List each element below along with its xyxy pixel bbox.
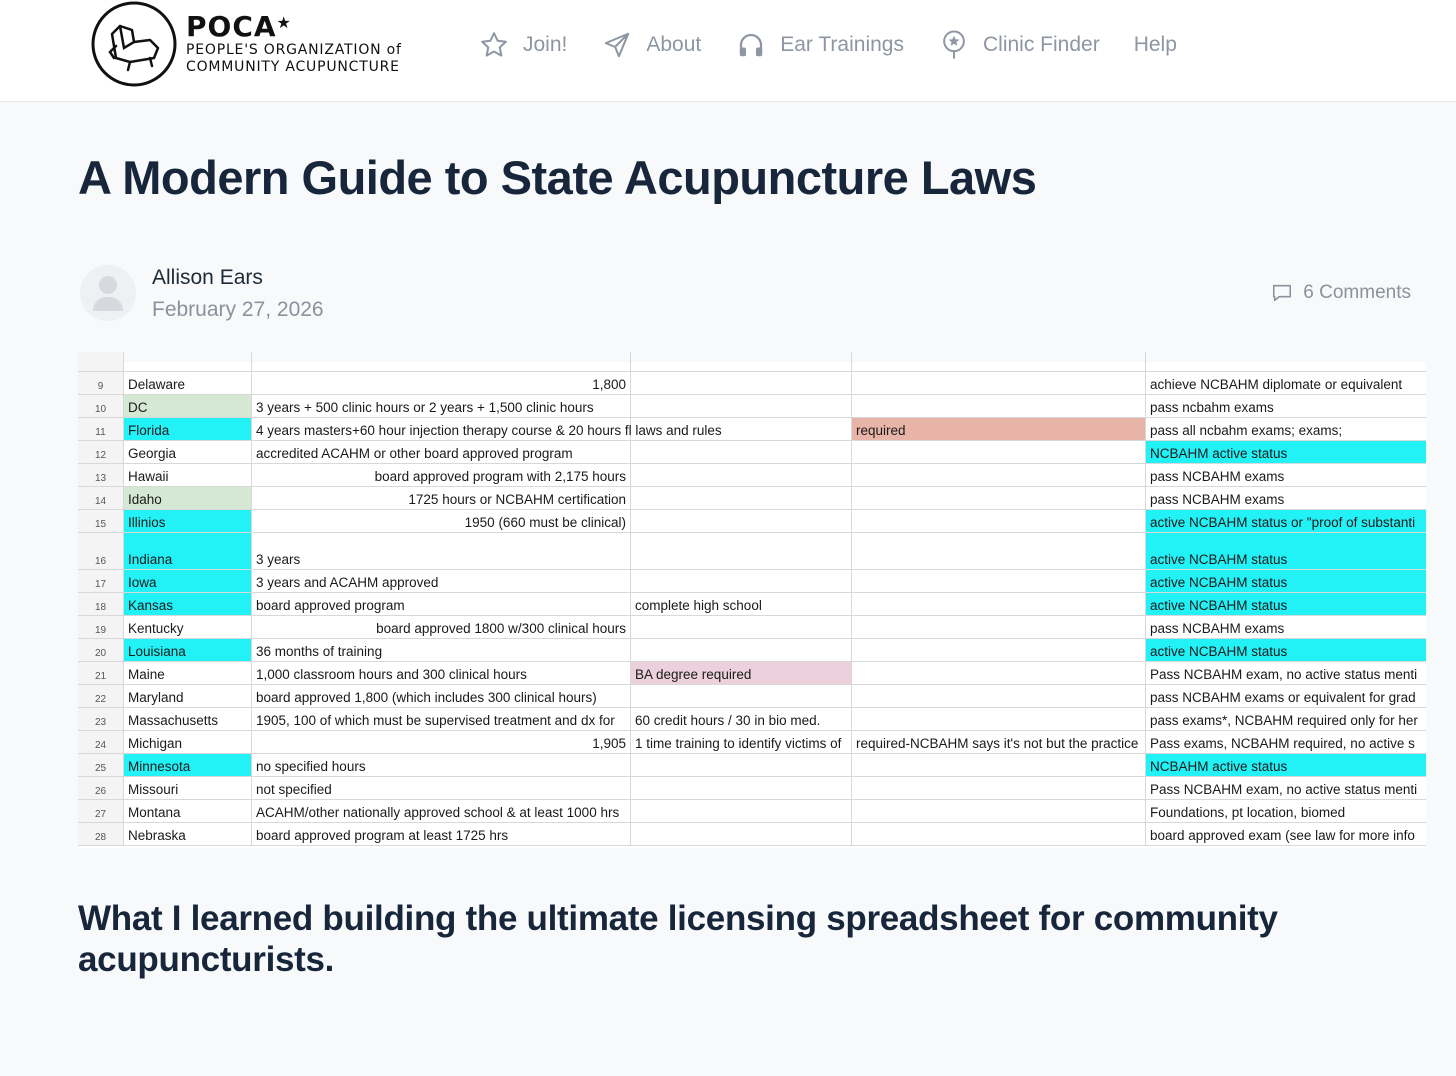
requirement-cell: [631, 616, 852, 638]
note-cell: [852, 685, 1146, 707]
exam-cell: pass ncbahm exams: [1150, 400, 1274, 415]
hours-cell: board approved program at least 1725 hrs: [252, 823, 631, 845]
nav-join[interactable]: [478, 29, 567, 61]
hours-cell: board approved program with 2,175 hours: [252, 464, 631, 486]
logo-text: [186, 12, 402, 76]
article-subtitle: What I learned building the ultimate licensing spreadsheet for community acupuncturists.: [78, 899, 1278, 979]
requirement-cell: [631, 372, 852, 394]
nav-label: About: [646, 33, 702, 56]
logo-tagline-1: PEOPLE'S ORGANIZATION of: [186, 42, 402, 58]
row-number: 10: [78, 395, 124, 417]
note-cell: [852, 800, 1146, 822]
row-number: 17: [78, 570, 124, 592]
logo-tagline-2: COMMUNITY ACUPUNCTURE: [186, 59, 400, 75]
spreadsheet-image: [78, 362, 1426, 848]
note-cell: [852, 823, 1146, 845]
map-pin-icon: [938, 29, 970, 61]
hours-cell: 36 months of training: [252, 639, 631, 661]
row-number: 25: [78, 754, 124, 776]
note-cell: [852, 593, 1146, 615]
requirement-cell: BA degree required: [631, 662, 852, 684]
state-cell: DC: [124, 395, 252, 417]
requirement-cell: [631, 352, 852, 371]
hours-cell: 3 years + 500 clinic hours or 2 years + 1,500 clinic hours: [252, 395, 631, 417]
sheet-row: [78, 510, 1426, 533]
nav-label: Clinic Finder: [982, 33, 1100, 56]
requirement-cell: 60 credit hours / 30 in bio med.: [631, 708, 852, 730]
recliner-chair-icon: [90, 0, 178, 88]
paper-plane-icon: [601, 29, 633, 61]
hours-cell: accredited ACAHM or other board approved program: [252, 441, 631, 463]
exam-cell: active NCBAHM status or "proof of substanti: [1146, 510, 1426, 532]
sheet-row: [78, 708, 1426, 731]
state-cell: Georgia: [124, 441, 252, 463]
nav-label: Ear Trainings: [780, 33, 904, 56]
note-cell: [852, 777, 1146, 799]
state-cell: [124, 352, 252, 371]
state-cell: Florida: [124, 418, 252, 440]
state-cell: Kansas: [124, 593, 252, 615]
comments-count: 6 Comments: [1303, 282, 1411, 303]
requirement-cell: [631, 510, 852, 532]
hours-cell: board approved 1,800 (which includes 300 clinical hours): [252, 685, 631, 707]
hours-cell: not specified: [252, 777, 631, 799]
note-cell: [852, 510, 1146, 532]
exam-cell: pass NCBAHM exams: [1150, 492, 1285, 507]
requirement-cell: [631, 685, 852, 707]
nav-ear-trainings[interactable]: [735, 29, 904, 61]
sheet-row: [78, 487, 1426, 510]
sheet-row: [78, 372, 1426, 395]
sheet-row: [78, 418, 1426, 441]
nav-about[interactable]: [601, 29, 701, 61]
exam-cell: active NCBAHM status: [1146, 570, 1426, 592]
note-cell: [852, 441, 1146, 463]
note-cell: [852, 570, 1146, 592]
sheet-row: [78, 570, 1426, 593]
avatar[interactable]: [80, 265, 136, 321]
hours-cell: 1,000 classroom hours and 300 clinical hours: [252, 662, 631, 684]
nav-help[interactable]: [1134, 33, 1177, 57]
exam-cell: NCBAHM active status: [1146, 441, 1426, 463]
state-cell: Louisiana: [124, 639, 252, 661]
nav-clinic-finder[interactable]: [938, 29, 1100, 61]
hours-cell: 1950 (660 must be clinical): [252, 510, 631, 532]
state-cell: Maine: [124, 662, 252, 684]
exam-cell: board approved exam (see law for more info: [1150, 828, 1415, 843]
row-number: 18: [78, 593, 124, 615]
state-cell: Idaho: [124, 487, 252, 509]
note-cell: [852, 533, 1146, 569]
sheet-row: [78, 441, 1426, 464]
requirement-cell: [631, 418, 852, 440]
state-cell: Massachusetts: [124, 708, 252, 730]
sheet-row: [78, 731, 1426, 754]
sheet-row: [78, 754, 1426, 777]
note-cell: required-NCBAHM says it's not but the practice: [852, 731, 1146, 753]
exam-cell: [1146, 352, 1426, 371]
exam-cell: Pass NCBAHM exam, no active status menti: [1150, 782, 1418, 797]
partial-row: [78, 352, 1426, 372]
exam-cell: active NCBAHM status: [1146, 639, 1426, 661]
note-cell: required: [852, 418, 1146, 440]
row-number: 15: [78, 510, 124, 532]
note-cell: [852, 662, 1146, 684]
state-cell: Delaware: [124, 372, 252, 394]
hours-cell: no specified hours: [252, 754, 631, 776]
hours-cell: 1,800: [252, 372, 631, 394]
note-cell: [852, 372, 1146, 394]
hours-cell: 3 years: [252, 533, 631, 569]
main-nav: [478, 22, 1211, 68]
exam-cell: pass NCBAHM exams or equivalent for grad: [1150, 690, 1416, 705]
row-number: 28: [78, 823, 124, 845]
user-icon: [91, 273, 125, 313]
exam-cell: NCBAHM active status: [1146, 754, 1426, 776]
row-number: 20: [78, 639, 124, 661]
requirement-cell: [631, 533, 852, 569]
sheet-row: [78, 533, 1426, 570]
requirement-cell: [631, 441, 852, 463]
state-cell: Missouri: [124, 777, 252, 799]
hours-cell: 4 years masters+60 hour injection therapy course & 20 hours fl laws and rules: [252, 418, 631, 440]
exam-cell: Pass exams, NCBAHM required, no active s: [1150, 736, 1415, 751]
sheet-row: [78, 685, 1426, 708]
row-number: [78, 352, 124, 371]
state-cell: Iowa: [124, 570, 252, 592]
row-number: 16: [78, 533, 124, 569]
hours-cell: ACAHM/other nationally approved school & at least 1000 hrs: [252, 800, 631, 822]
sheet-row: [78, 662, 1426, 685]
sheet-row: [78, 395, 1426, 418]
row-number: 22: [78, 685, 124, 707]
state-cell: Hawaii: [124, 464, 252, 486]
sheet-row: [78, 593, 1426, 616]
requirement-cell: [631, 800, 852, 822]
row-number: 24: [78, 731, 124, 753]
exam-cell: pass NCBAHM exams: [1150, 469, 1285, 484]
requirement-cell: [631, 823, 852, 845]
exam-cell: active NCBAHM status: [1146, 533, 1426, 569]
note-cell: [852, 616, 1146, 638]
requirement-cell: complete high school: [631, 593, 852, 615]
author-name[interactable]: Allison Ears: [152, 266, 263, 289]
page-title: A Modern Guide to State Acupuncture Laws: [78, 151, 1037, 204]
row-number: 14: [78, 487, 124, 509]
star-icon: [478, 29, 510, 61]
sheet-row: [78, 800, 1426, 823]
requirement-cell: [631, 395, 852, 417]
hours-cell: [252, 352, 631, 371]
note-cell: [852, 395, 1146, 417]
exam-cell: active NCBAHM status: [1146, 593, 1426, 615]
exam-cell: pass exams*, NCBAHM required only for her: [1150, 713, 1418, 728]
hours-cell: 1,905: [252, 731, 631, 753]
row-number: 26: [78, 777, 124, 799]
state-cell: Illinios: [124, 510, 252, 532]
exam-cell: Pass NCBAHM exam, no active status menti: [1150, 667, 1418, 682]
requirement-cell: [631, 777, 852, 799]
row-number: 19: [78, 616, 124, 638]
comment-bubble-icon: [1271, 282, 1293, 304]
requirement-cell: [631, 487, 852, 509]
exam-cell: pass all ncbahm exams; exams;: [1150, 423, 1343, 438]
requirement-cell: [631, 754, 852, 776]
row-number: 12: [78, 441, 124, 463]
hours-cell: 1725 hours or NCBAHM certification: [252, 487, 631, 509]
exam-cell: achieve NCBAHM diplomate or equivalent: [1150, 377, 1403, 392]
note-cell: [852, 639, 1146, 661]
sheet-row: [78, 639, 1426, 662]
hours-cell: 1905, 100 of which must be supervised treatment and dx for: [252, 708, 631, 730]
row-number: 21: [78, 662, 124, 684]
hours-cell: 3 years and ACAHM approved: [252, 570, 631, 592]
comments-link[interactable]: [1271, 282, 1411, 304]
state-cell: Michigan: [124, 731, 252, 753]
nav-label: Join!: [523, 33, 568, 56]
sheet-row: [78, 823, 1426, 846]
note-cell: [852, 352, 1146, 371]
state-cell: Indiana: [124, 533, 252, 569]
row-number: 9: [78, 372, 124, 394]
nav-label: Help: [1133, 33, 1177, 56]
state-cell: Maryland: [124, 685, 252, 707]
note-cell: [852, 754, 1146, 776]
state-cell: Montana: [124, 800, 252, 822]
logo-name: POCA★: [186, 10, 292, 43]
note-cell: [852, 464, 1146, 486]
sheet-row: [78, 464, 1426, 487]
note-cell: [852, 487, 1146, 509]
row-number: 23: [78, 708, 124, 730]
sheet-row: [78, 616, 1426, 639]
requirement-cell: [631, 639, 852, 661]
requirement-cell: [631, 570, 852, 592]
hours-cell: board approved program: [252, 593, 631, 615]
row-number: 11: [78, 418, 124, 440]
state-cell: Nebraska: [124, 823, 252, 845]
requirement-cell: 1 time training to identify victims of: [631, 731, 852, 753]
poca-logo[interactable]: [90, 0, 430, 88]
headphones-icon: [735, 29, 767, 61]
hours-cell: board approved 1800 w/300 clinical hours: [252, 616, 631, 638]
row-number: 13: [78, 464, 124, 486]
site-header: [0, 0, 1456, 102]
sheet-row: [78, 777, 1426, 800]
note-cell: [852, 708, 1146, 730]
exam-cell: pass NCBAHM exams: [1150, 621, 1285, 636]
exam-cell: Foundations, pt location, biomed: [1150, 805, 1346, 820]
row-number: 27: [78, 800, 124, 822]
state-cell: Minnesota: [124, 754, 252, 776]
requirement-cell: [631, 464, 852, 486]
logo-star: ★: [276, 13, 292, 32]
state-cell: Kentucky: [124, 616, 252, 638]
post-date: February 27, 2026: [152, 298, 324, 321]
